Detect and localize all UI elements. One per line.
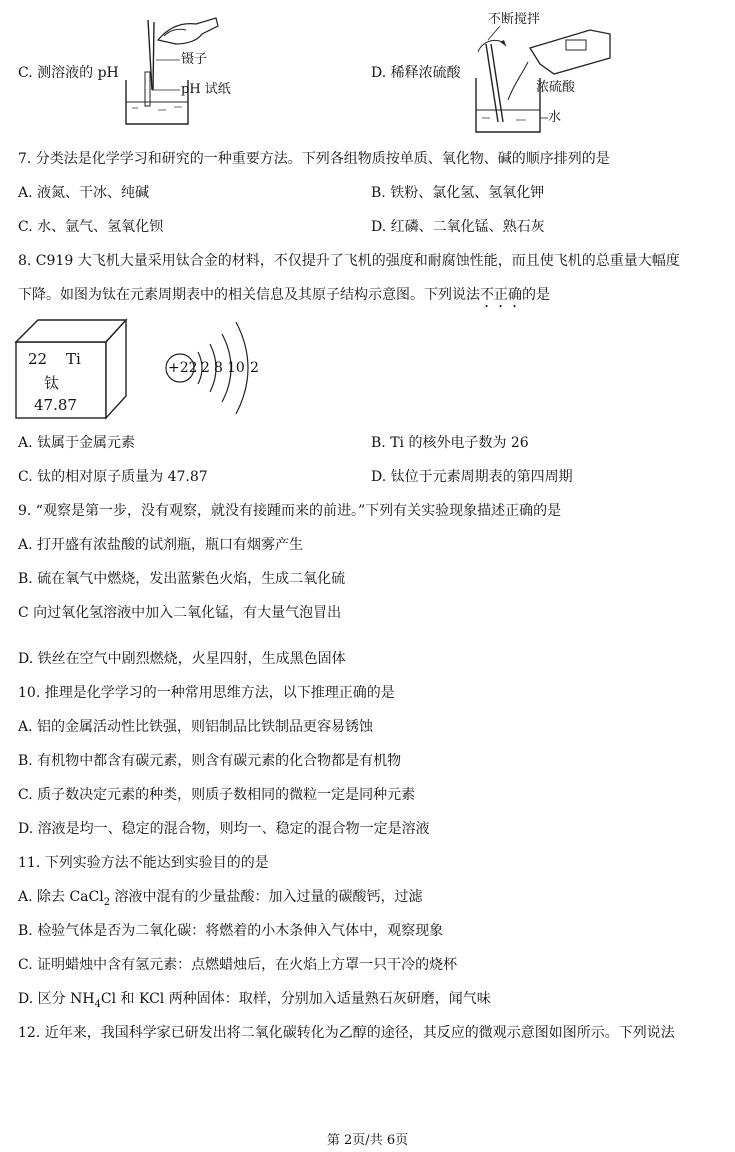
q9-option-c: C 向过氧化氢溶液中加入二氧化锰，有大量气泡冒出 — [18, 605, 342, 621]
q8-stem-line1: 8. C919 大飞机大量采用钛合金的材料，不仅提升了飞机的强度和耐腐蚀性能，而且使飞机的总重量大幅度 — [18, 253, 680, 269]
q10-option-b: B. 有机物中都含有碳元素，则含有碳元素的化合物都是有机物 — [18, 753, 402, 769]
q11-d-text-1: D. 区分 NH — [18, 991, 95, 1007]
element-mass: 47.87 — [34, 396, 77, 414]
q11-d-subscript: 4 — [94, 998, 101, 1010]
q6-option-c: C. 测溶液的 pH — [18, 65, 119, 81]
atom-shell-3: 10 — [227, 360, 245, 376]
atom-shell-4: 2 — [250, 360, 259, 376]
q7-option-b: B. 铁粉、氯化氢、氢氧化钾 — [371, 185, 545, 201]
q10-option-c: C. 质子数决定元素的种类，则质子数相同的微粒一定是同种元素 — [18, 787, 416, 803]
label-conc-acid: 浓硫酸 — [536, 80, 576, 95]
q7-option-a: A. 液氮、干冰、纯碱 — [18, 185, 150, 201]
q11-a-text-1: A. 除去 CaCl — [18, 889, 104, 905]
q10-stem: 10. 推理是化学学习的一种常用思维方法，以下推理正确的是 — [18, 685, 395, 701]
label-water: 水 — [548, 110, 562, 125]
q12-stem: 12. 近年来，我国科学家已研发出将二氧化碳转化为乙醇的途径，其反应的微观示意图如图所示。下列说法 — [18, 1025, 675, 1041]
q8-option-d: D. 钛位于元素周期表的第四周期 — [371, 469, 573, 485]
q10-option-a: A. 铝的金属活动性比铁强，则铝制品比铁制品更容易锈蚀 — [18, 719, 374, 735]
q9-option-d: D. 铁丝在空气中剧烈燃烧，火星四射，生成黑色固体 — [18, 651, 346, 667]
element-atomic-number: 22 — [28, 350, 48, 368]
label-ph-paper: pH 试纸 — [181, 82, 231, 97]
q11-d-text-2: Cl 和 KCl 两种固体：取样，分别加入适量熟石灰研磨，闻气味 — [100, 991, 491, 1007]
page-footer: 第 2页/共 6页 — [326, 1133, 409, 1148]
atom-shell-1: 2 — [201, 360, 210, 376]
element-name: 钛 — [44, 374, 60, 392]
q8-stem-part1: 下降。如图为钛在元素周期表中的相关信息及其原子结构示意图。下列说法 — [18, 287, 480, 303]
label-keep-stirring: 不断搅拌 — [488, 12, 541, 27]
q11-stem: 11. 下列实验方法不能达到实验目的的是 — [18, 855, 269, 871]
q6-option-d: D. 稀释浓硫酸 — [371, 65, 461, 81]
label-tweezers: 镊子 — [181, 52, 208, 67]
ph-test-figure — [118, 10, 258, 130]
q7-option-d: D. 红磷、二氧化锰、熟石灰 — [371, 219, 545, 235]
atom-nucleus-charge: +22 — [168, 360, 198, 376]
atom-shell-2: 8 — [214, 360, 223, 376]
q11-option-d — [18, 990, 491, 1014]
q11-option-a — [18, 888, 423, 912]
q9-stem: 9. “观察是第一步，没有观察，就没有接踵而来的前进。”下列有关实验现象描述正确的是 — [18, 503, 562, 519]
q8-stem-part2: 的是 — [522, 287, 550, 303]
q11-a-subscript: 2 — [103, 896, 111, 908]
q8-option-a: A. 钛属于金属元素 — [18, 435, 136, 451]
q11-option-c: C. 证明蜡烛中含有氢元素：点燃蜡烛后，在火焰上方罩一只干冷的烧杯 — [18, 957, 458, 973]
q9-option-a: A. 打开盛有浓盐酸的试剂瓶，瓶口有烟雾产生 — [18, 537, 304, 553]
q10-option-d: D. 溶液是均一、稳定的混合物，则均一、稳定的混合物一定是溶液 — [18, 821, 430, 837]
q8-stem-line2 — [18, 286, 550, 311]
q8-stem-emphasis: 不正确 — [480, 287, 522, 303]
q7-option-c: C. 水、氩气、氢氧化钡 — [18, 219, 164, 235]
q11-a-text-2: 溶液中混有的少量盐酸：加入过量的碳酸钙，过滤 — [110, 889, 423, 905]
element-symbol: Ti — [66, 350, 81, 368]
q8-option-b: B. Ti 的核外电子数为 26 — [371, 435, 529, 451]
q11-option-b: B. 检验气体是否为二氧化碳：将燃着的小木条伸入气体中，观察现象 — [18, 923, 444, 939]
q8-option-c: C. 钛的相对原子质量为 47.87 — [18, 469, 208, 485]
q7-stem: 7. 分类法是化学学习和研究的一种重要方法。下列各组物质按单质、氧化物、碱的顺序排列的是 — [18, 151, 610, 167]
q9-option-b: B. 硫在氧气中燃烧，发出蓝紫色火焰，生成二氧化硫 — [18, 571, 346, 587]
